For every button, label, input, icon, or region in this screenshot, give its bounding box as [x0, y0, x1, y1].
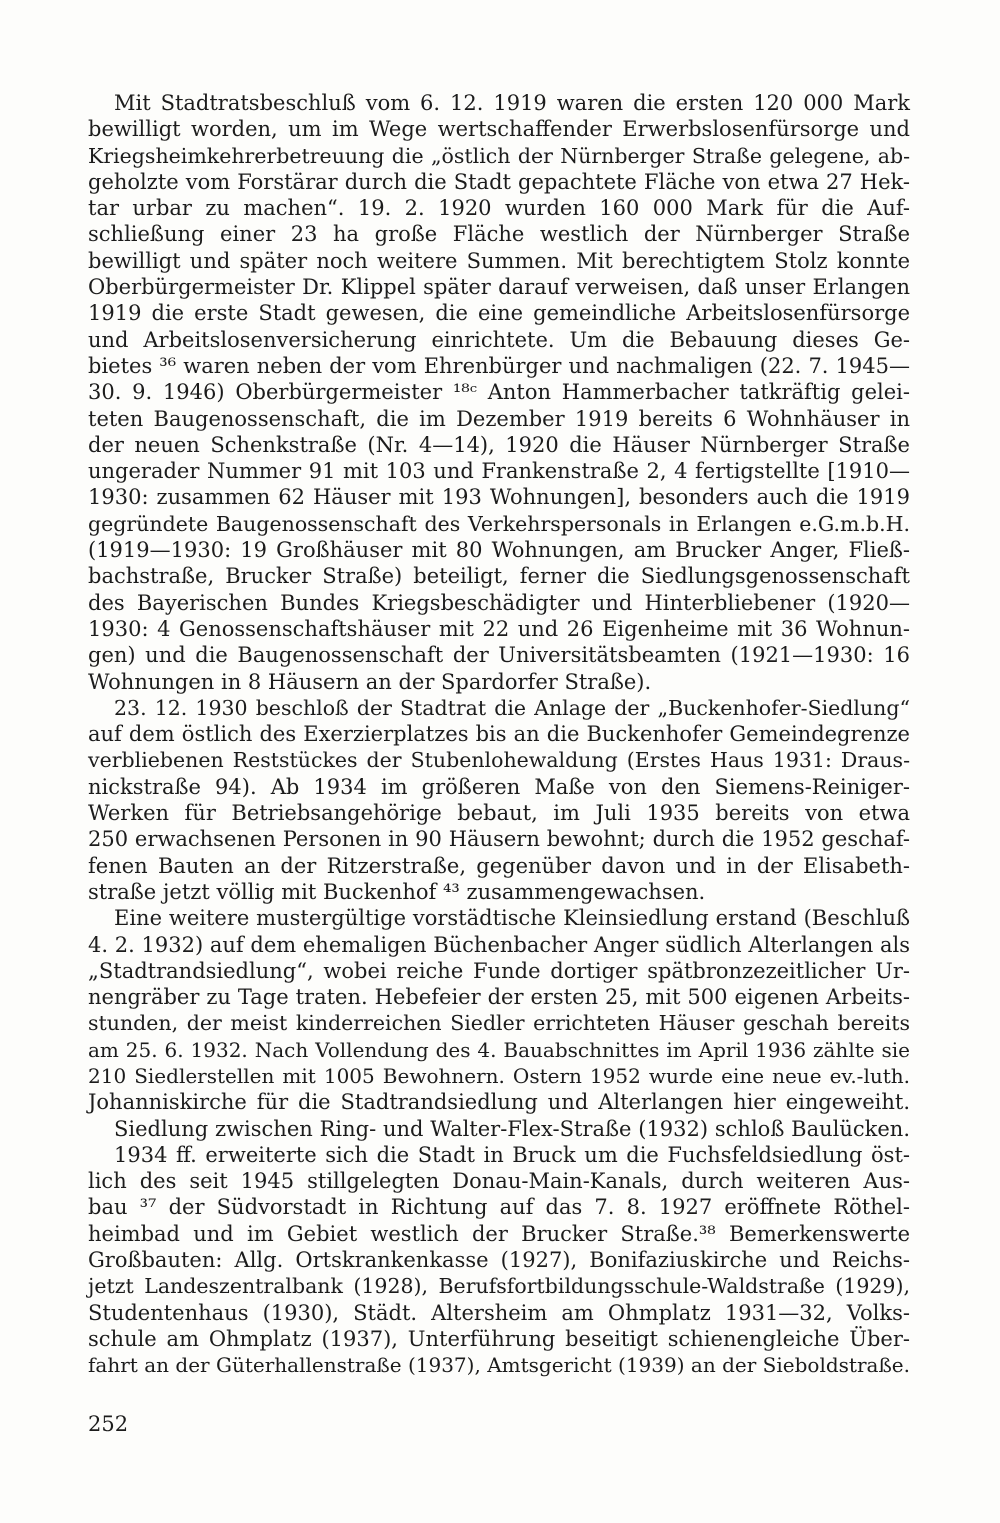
text-line: Oberbürgermeister Dr. Klippel später darauf verweisen, daß unser Erlangen	[88, 275, 910, 300]
text-line: nengräber zu Tage traten. Hebefeier der ersten 25, mit 500 eigenen Arbeits-	[88, 985, 910, 1010]
text-line: teten Baugenossenschaft, die im Dezember 1919 bereits 6 Wohnhäuser in	[88, 406, 910, 431]
text-line: bau ³⁷ der Südvorstadt in Richtung auf das 7. 8. 1927 eröffnete Röthel-	[88, 1195, 910, 1220]
text-line: Johanniskirche für die Stadtrandsiedlung und Alterlangen hier eingeweiht.	[88, 1090, 910, 1115]
text-line: straße jetzt völlig mit Buckenhof ⁴³ zusammengewachsen.	[88, 879, 706, 904]
text-line: des Bayerischen Bundes Kriegsbeschädigter und Hinterbliebener (1920—	[88, 590, 910, 615]
text-line: bewilligt und später noch weitere Summen. Mit berechtigtem Stolz konnte	[88, 248, 910, 273]
text-line: 23. 12. 1930 beschloß der Stadtrat die Anlage der „Buckenhofer-Siedlung“	[114, 695, 910, 720]
text-line: lich des seit 1945 stillgelegten Donau-Main-Kanals, durch weiteren Aus-	[88, 1169, 910, 1194]
text-line: 1930: zusammen 62 Häuser mit 193 Wohnungen], besonders auch die 1919	[88, 485, 910, 510]
text-line: Wohnungen in 8 Häusern an der Spardorfer Straße).	[88, 669, 652, 694]
text-line: jetzt Landeszentralbank (1928), Berufsfortbildungsschule-Waldstraße (1929),	[88, 1274, 910, 1299]
text-line: 1930: 4 Genossenschaftshäuser mit 22 und 26 Eigenheime mit 36 Wohnun-	[88, 616, 910, 641]
text-line: geholzte vom Forstärar durch die Stadt gepachtete Fläche von etwa 27 Hek-	[88, 169, 910, 194]
text-line: am 25. 6. 1932. Nach Vollendung des 4. Bauabschnittes im April 1936 zählte sie	[88, 1037, 910, 1062]
text-line: 4. 2. 1932) auf dem ehemaligen Büchenbacher Anger südlich Alterlangen als	[88, 932, 910, 957]
text-line: 1934 ff. erweiterte sich die Stadt in Bruck um die Fuchsfeldsiedlung öst-	[114, 1142, 910, 1167]
text-line: schließung einer 23 ha große Fläche westlich der Nürnberger Straße	[88, 222, 910, 247]
text-line: bachstraße, Brucker Straße) beteiligt, ferner die Siedlungsgenossenschaft	[88, 564, 910, 589]
text-line: stunden, der meist kinderreichen Siedler errichteten Häuser geschah bereits	[88, 1011, 910, 1036]
text-line: ungerader Nummer 91 mit 103 und Frankenstraße 2, 4 fertigstellte [1910—	[88, 459, 910, 484]
text-line: 210 Siedlerstellen mit 1005 Bewohnern. Ostern 1952 wurde eine neue ev.-luth.	[88, 1063, 910, 1088]
text-line: Eine weitere mustergültige vorstädtische Kleinsiedlung erstand (Beschluß	[114, 906, 910, 931]
text-line: Siedlung zwischen Ring- und Walter-Flex-Straße (1932) schloß Baulücken.	[114, 1116, 910, 1141]
body-text	[88, 90, 910, 1379]
text-line: gegründete Baugenossenschaft des Verkehrspersonals in Erlangen e.G.m.b.H.	[88, 511, 910, 536]
text-line: 30. 9. 1946) Oberbürgermeister ¹⁸ᶜ Anton Hammerbacher tatkräftig gelei-	[88, 380, 910, 405]
text-line: (1919—1930: 19 Großhäuser mit 80 Wohnungen, am Brucker Anger, Fließ-	[88, 538, 910, 563]
text-line: Großbauten: Allg. Ortskrankenkasse (1927), Bonifaziuskirche und Reichs-	[88, 1248, 910, 1273]
text-line: Kriegsheimkehrerbetreuung die „östlich der Nürnberger Straße gelegene, ab-	[88, 143, 910, 168]
text-line: und Arbeitslosenversicherung einrichtete. Um die Bebauung dieses Ge-	[88, 327, 910, 352]
text-line: Studentenhaus (1930), Städt. Altersheim am Ohmplatz 1931—32, Volks-	[88, 1300, 910, 1325]
text-line: tar urbar zu machen“. 19. 2. 1920 wurden 160 000 Mark für die Auf-	[88, 196, 910, 221]
text-line: auf dem östlich des Exerzierplatzes bis an die Buckenhofer Gemeindegrenze	[88, 722, 910, 747]
text-line: heimbad und im Gebiet westlich der Brucker Straße.³⁸ Bemerkenswerte	[88, 1221, 910, 1246]
text-line: fahrt an der Güterhallenstraße (1937), Amtsgericht (1939) an der Sieboldstraße.	[88, 1353, 910, 1378]
text-line: bietes ³⁶ waren neben der vom Ehrenbürger und nachmaligen (22. 7. 1945—	[88, 353, 910, 378]
text-line: gen) und die Baugenossenschaft der Universitätsbeamten (1921—1930: 16	[88, 643, 910, 668]
text-line: 250 erwachsenen Personen in 90 Häusern bewohnt; durch die 1952 geschaf-	[88, 827, 910, 852]
text-line: schule am Ohmplatz (1937), Unterführung beseitigt schienengleiche Über-	[88, 1326, 910, 1351]
text-line: Mit Stadtratsbeschluß vom 6. 12. 1919 waren die ersten 120 000 Mark	[114, 91, 910, 115]
text-line: Werken für Betriebsangehörige bebaut, im Juli 1935 bereits von etwa	[88, 801, 910, 826]
text-line: verbliebenen Reststückes der Stubenlohewaldung (Erstes Haus 1931: Draus-	[88, 748, 910, 773]
text-line: 1919 die erste Stadt gewesen, die eine gemeindliche Arbeitslosenfürsorge	[88, 301, 910, 326]
text-line: bewilligt worden, um im Wege wertschaffender Erwerbslosenfürsorge und	[88, 117, 910, 142]
text-line: der neuen Schenkstraße (Nr. 4—14), 1920 die Häuser Nürnberger Straße	[88, 432, 910, 457]
text-line: „Stadtrandsiedlung“, wobei reiche Funde dortiger spätbronzezeitlicher Ur-	[88, 958, 910, 983]
text-line: fenen Bauten an der Ritzerstraße, gegenüber davon und in der Elisabeth-	[88, 853, 910, 878]
text-line: nickstraße 94). Ab 1934 im größeren Maße von den Siemens-Reiniger-	[88, 774, 910, 799]
page-number: 252	[88, 1412, 129, 1436]
